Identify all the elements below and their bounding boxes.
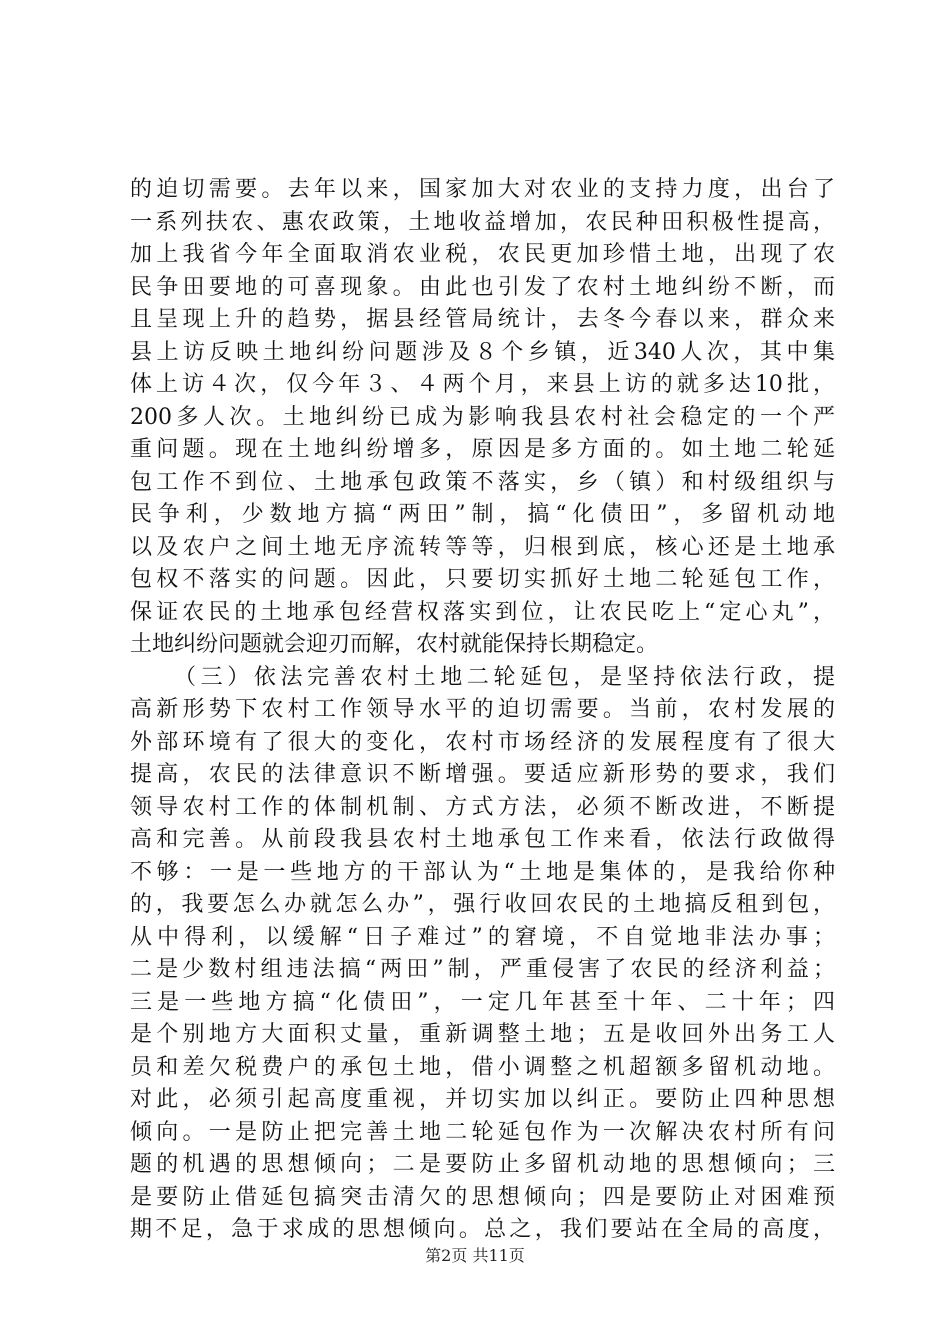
text-line: 倾向。一是防止把完善土地二轮延包作为一次解决农村所有问 <box>130 1119 835 1145</box>
text-line: 的，我要怎么办就怎么办”，强行收回农民的土地搞反租到包， <box>130 892 835 917</box>
text-line: 高和完善。从前段我县农村土地承包工作来看，依法行政做得 <box>130 827 835 852</box>
paragraph-start-line: （三）依法完善农村土地二轮延包，是坚持依法行政，提 <box>174 664 835 690</box>
text-line: 员和差欠税费户的承包土地，借小调整之机超额多留机动地。 <box>130 1054 835 1080</box>
text-line: 包权不落实的问题。因此，只要切实抓好土地二轮延包工作， <box>130 567 835 592</box>
text-line: 是要防止借延包搞突击清欠的思想倾向；四是要防止对困难预 <box>130 1184 835 1210</box>
text-line: 且呈现上升的趋势，据县经管局统计，去冬今春以来，群众来 <box>130 307 835 332</box>
text-line: 二是少数村组违法搞“两田”制，严重侵害了农民的经济利益； <box>130 957 835 982</box>
text-line: 民争利，少数地方搞“两田”制，搞“化债田”，多留机动地 <box>130 502 835 527</box>
text-line: 从中得利，以缓解“日子难过”的窘境，不自觉地非法办事； <box>130 924 835 950</box>
text-line: 是个别地方大面积丈量，重新调整土地；五是收回外出务工人 <box>130 1022 835 1047</box>
text-line: 的迫切需要。去年以来，国家加大对农业的支持力度，出台了 <box>130 177 835 202</box>
text-line: 期不足，急于求成的思想倾向。总之，我们要站在全局的高度， <box>130 1217 835 1242</box>
text-line: 高新形势下农村工作领导水平的迫切需要。当前，农村发展的 <box>130 697 835 722</box>
page-number-footer: 第2页 共11页 <box>425 1246 525 1265</box>
text-line: 提高，农民的法律意识不断增强。要适应新形势的要求，我们 <box>130 762 835 787</box>
text-line: 体上访４次，仅今年３、４两个月，来县上访的就多达10批， <box>130 372 835 397</box>
text-line: 保证农民的土地承包经营权落实到位，让农民吃上“定心丸”， <box>130 599 835 625</box>
text-line: 一系列扶农、惠农政策，土地收益增加，农民种田积极性提高， <box>130 209 835 235</box>
text-line: 不够：一是一些地方的干部认为“土地是集体的，是我给你种 <box>130 859 835 885</box>
text-line: 土地纠纷问题就会迎刃而解，农村就能保持长期稳定。 <box>130 632 659 657</box>
text-line: 县上访反映土地纠纷问题涉及８个乡镇，近340人次，其中集 <box>130 339 835 365</box>
text-line: 外部环境有了很大的变化，农村市场经济的发展程度有了很大 <box>130 729 835 755</box>
document-body <box>130 174 835 1247</box>
text-line: 领导农村工作的体制机制、方式方法，必须不断改进，不断提 <box>130 794 835 820</box>
text-line: 题的机遇的思想倾向；二是要防止多留机动地的思想倾向；三 <box>130 1152 835 1177</box>
text-line: 200多人次。土地纠纷已成为影响我县农村社会稳定的一个严 <box>130 404 835 430</box>
text-line: 包工作不到位、土地承包政策不落实，乡（镇）和村级组织与 <box>130 469 835 495</box>
text-line: 对此，必须引起高度重视，并切实加以纠正。要防止四种思想 <box>130 1087 835 1112</box>
text-line: 加上我省今年全面取消农业税，农民更加珍惜土地，出现了农 <box>130 242 835 267</box>
text-line: 以及农户之间土地无序流转等等，归根到底，核心还是土地承 <box>130 534 835 560</box>
text-line: 三是一些地方搞“化债田”，一定几年甚至十年、二十年；四 <box>130 989 835 1015</box>
text-line: 民争田要地的可喜现象。由此也引发了农村土地纠纷不断，而 <box>130 274 835 300</box>
text-line: 重问题。现在土地纠纷增多，原因是多方面的。如土地二轮延 <box>130 437 835 462</box>
